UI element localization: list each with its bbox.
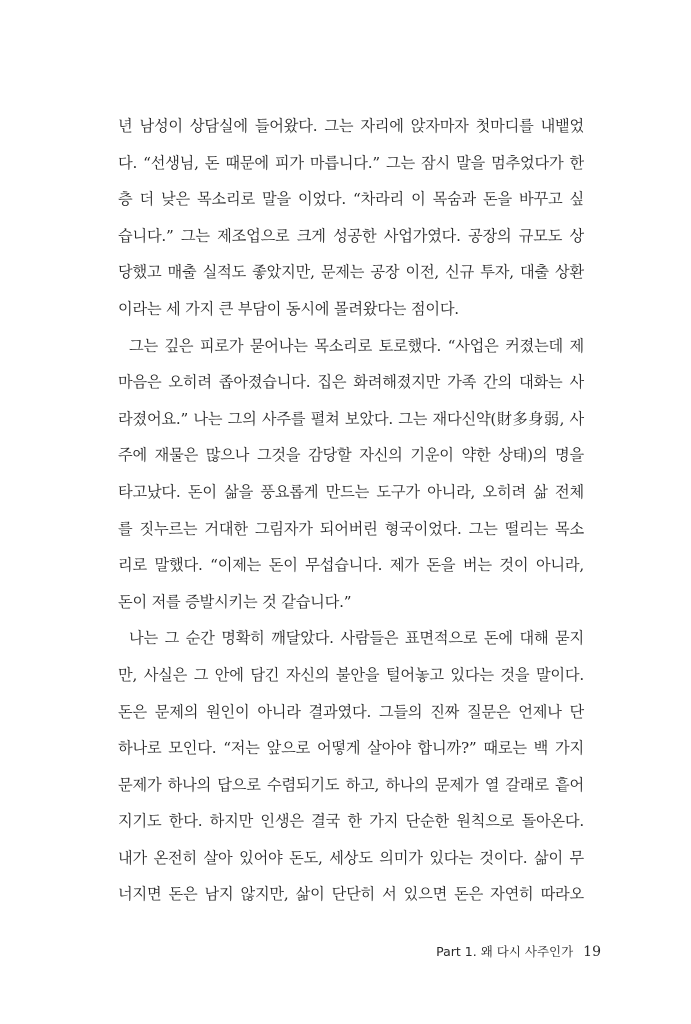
page-number: 19 <box>583 944 601 960</box>
text-line: 돈은 문제의 원인이 아니라 결과였다. 그들의 진짜 질문은 언제나 단 <box>118 702 584 721</box>
text-line: 리로 말했다. “이제는 돈이 무섭습니다. 제가 돈을 버는 것이 아니라, <box>118 556 584 575</box>
text-line: 년 남성이 상담실에 들어왔다. 그는 자리에 앉자마자 첫마디를 내뱉었 <box>118 117 584 135</box>
text-line: 층 더 낮은 목소리로 말을 이었다. “차라리 이 목숨과 돈을 바꾸고 싶 <box>118 190 584 209</box>
body-text <box>118 108 584 913</box>
text-line-paragraph-start: 그는 깊은 피로가 묻어나는 목소리로 토로했다. “사업은 커졌는데 제 <box>129 336 584 355</box>
text-line: 문제가 하나의 답으로 수렴되기도 하고, 하나의 문제가 열 갈래로 흩어 <box>118 775 584 794</box>
text-line: 마음은 오히려 좁아졌습니다. 집은 화려해졌지만 가족 간의 대화는 사 <box>118 373 584 392</box>
text-line: 주에 재물은 많으나 그것을 감당할 자신의 기운이 약한 상태)의 명을 <box>118 446 584 465</box>
page-footer <box>436 942 601 960</box>
text-line: 타고났다. 돈이 삶을 풍요롭게 만드는 도구가 아니라, 오히려 삶 전체 <box>118 482 584 501</box>
text-line: 지기도 한다. 하지만 인생은 결국 한 가지 단순한 원칙으로 돌아온다. <box>118 812 584 831</box>
text-line: 이라는 세 가지 큰 부담이 동시에 몰려왔다는 점이다. <box>118 299 459 318</box>
text-line: 만, 사실은 그 안에 담긴 자신의 불안을 털어놓고 있다는 것을 말이다. <box>118 665 584 684</box>
text-line: 하나로 모인다. “저는 앞으로 어떻게 살아야 합니까?” 때로는 백 가지 <box>118 739 584 758</box>
text-line: 를 짓누르는 거대한 그림자가 되어버린 형국이었다. 그는 떨리는 목소 <box>118 519 584 538</box>
text-line: 다. “선생님, 돈 때문에 피가 마릅니다.” 그는 잠시 말을 멈추었다가 한 <box>118 153 584 172</box>
text-line: 습니다.” 그는 제조업으로 크게 성공한 사업가였다. 공장의 규모도 상 <box>118 226 584 245</box>
text-line: 내가 온전히 살아 있어야 돈도, 세상도 의미가 있다는 것이다. 삶이 무 <box>118 848 584 867</box>
text-line: 당했고 매출 실적도 좋았지만, 문제는 공장 이전, 신규 투자, 대출 상환 <box>118 263 584 282</box>
text-line: 돈이 저를 증발시키는 것 같습니다.” <box>118 592 352 611</box>
text-line-paragraph-start: 나는 그 순간 명확히 깨달았다. 사람들은 표면적으로 돈에 대해 묻지 <box>129 629 584 648</box>
running-head: Part 1. 왜 다시 사주인가 <box>436 944 574 959</box>
text-line: 너지면 돈은 남지 않지만, 삶이 단단히 서 있으면 돈은 자연히 따라오 <box>118 885 584 904</box>
text-line: 라졌어요.” 나는 그의 사주를 펼쳐 보았다. 그는 재다신약(財多身弱, 사 <box>118 409 584 428</box>
